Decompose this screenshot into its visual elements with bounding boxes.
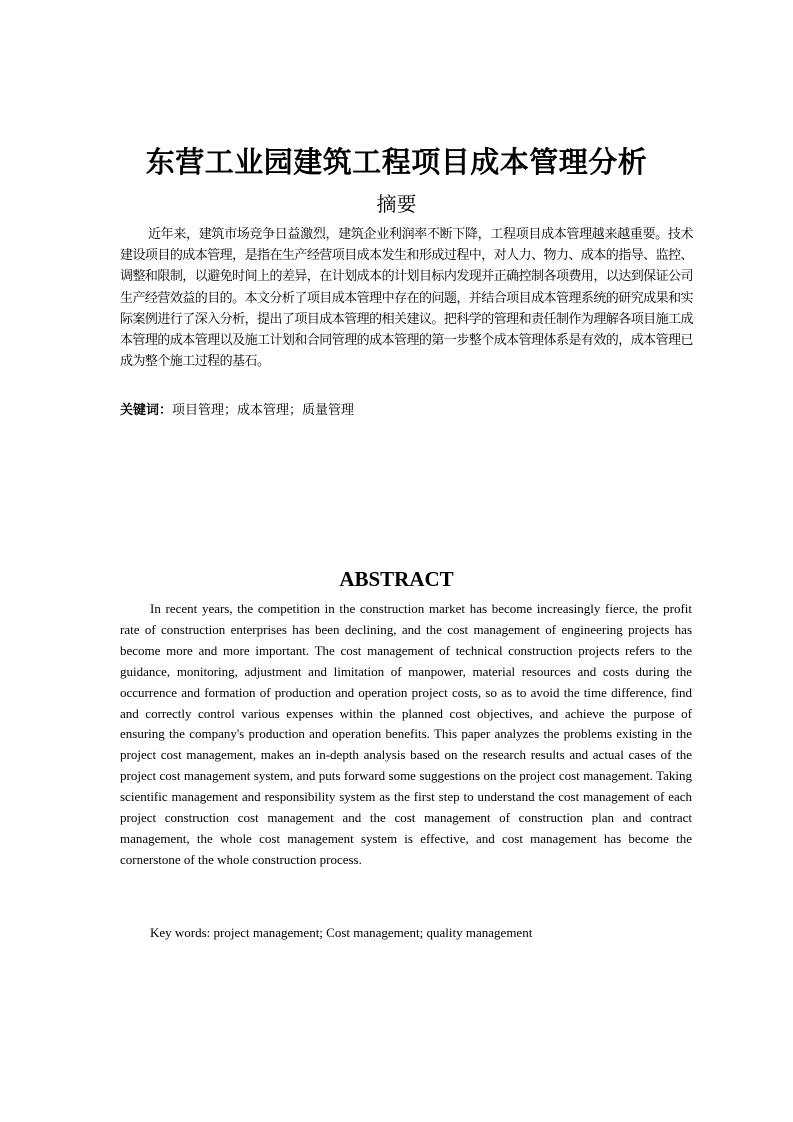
en-keywords-line: Key words: project management; Cost management; quality management [150, 925, 533, 940]
cn-abstract-heading: 摘要 [376, 192, 417, 216]
cn-keywords-line [120, 400, 693, 421]
en-abstract-paragraph: In recent years, the competition in the construction market has become increasingly fierce, the profit rate of construction enterprises has been declining, and the cost management of engineering projects has become more and more important. The cost management of technical construction projects refers to the guidance, monitoring, adjustment and limitation of manpower, material resources and costs during the occurrence and formation of production and operation project costs, so as to avoid the time difference, find and correctly control various expenses within the planned cost objectives, and achieve the purpose of ensuring the company's production and operation benefits. This paper analyzes the problems existing in the project cost management, makes an in-depth analysis based on the research results and actual cases of the project cost management system, and puts forward some suggestions on the project cost management. Taking scientific management and responsibility system as the first step to understand the cost management of each project construction cost management and the cost management of construction plan and contract management, the whole cost management system is effective, and cost management has become the cornerstone of the whole construction process. [120, 601, 692, 867]
cn-keywords-label: 关键词： [120, 403, 173, 418]
en-abstract-heading: ABSTRACT [339, 567, 454, 591]
cn-keywords-value: 项目管理；成本管理；质量管理 [172, 403, 355, 418]
document-title: 东营工业园建筑工程项目成本管理分析 [145, 145, 648, 179]
cn-abstract-paragraph: 近年来，建筑市场竞争日益激烈，建筑企业利润率不断下降，工程项目成本管理越来越重要。技术建设项目的成本管理，是指在生产经营项目成本发生和形成过程中，对人力、物力、成本的指导、监控、调整和限制，以避免时间上的差异，在计划成本的计划目标内发现并正确控制各项费用，以达到保证公司生产经营效益的目的。本文分析了项目成本管理中存在的问题，并结合项目成本管理系统的研究成果和实际案例进行了深入分析，提出了项目成本管理的相关建议。把科学的管理和责任制作为理解各项目施工成本管理的成本管理以及施工计划和合同管理的成本管理的第一步整个成本管理体系是有效的，成本管理已成为整个施工过程的基石。 [120, 227, 693, 370]
